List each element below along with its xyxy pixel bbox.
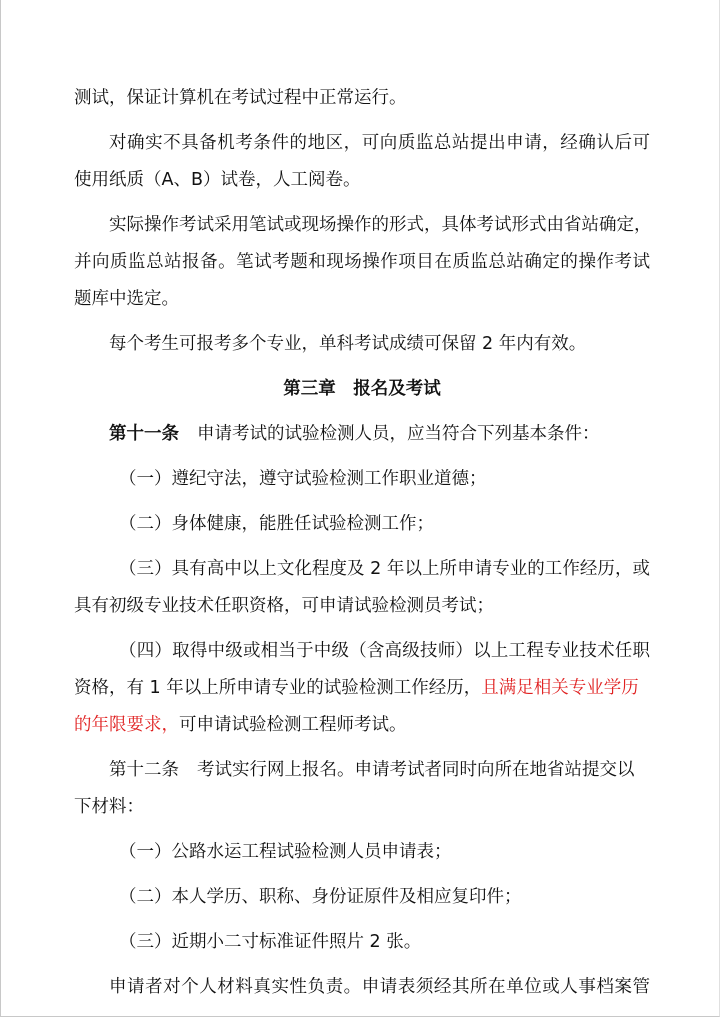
condition-item: （一）遵纪守法，遵守试验检测工作职业道德； <box>119 469 487 489</box>
paragraph-line: 使用纸质（A、B）试卷，人工阅卷。 <box>74 170 361 190</box>
material-item: （三）近期小二寸标准证件照片 2 张。 <box>119 932 422 952</box>
highlighted-text: 且满足相关专业学历 <box>481 678 639 698</box>
article-label: 第十一条 <box>109 424 179 444</box>
document-body <box>74 80 650 1006</box>
paragraph-line: 测试，保证计算机在考试过程中正常运行。 <box>74 88 407 108</box>
article-label: 第十二条 <box>109 760 179 780</box>
condition-item-cont <box>74 707 650 744</box>
material-item: （二）本人学历、职称、身份证原件及相应复印件； <box>119 887 522 907</box>
condition-item: （三）具有高中以上文化程度及 2 年以上所申请专业的工作经历，或 <box>119 559 650 579</box>
article-text: 考试实行网上报名。申请考试者同时向所在地省站提交以 <box>197 760 635 780</box>
condition-item-cont: 具有初级专业技术任职资格，可申请试验检测员考试； <box>74 596 494 616</box>
material-item: （一）公路水运工程试验检测人员申请表； <box>119 842 452 862</box>
condition-item-cont <box>74 670 650 707</box>
highlighted-text: 的年限要求， <box>74 715 179 735</box>
paragraph-line: 申请者对个人材料真实性负责。申请表须经其所在单位或人事档案管 <box>109 977 650 997</box>
chapter-title: 第三章 报名及考试 <box>283 379 441 399</box>
condition-item: （四）取得中级或相当于中级（含高级技师）以上工程专业技术任职 <box>119 641 650 661</box>
paragraph-line: 并向质监总站报备。笔试考题和现场操作项目在质监总站确定的操作考试 <box>74 252 650 272</box>
condition-item: （二）身体健康，能胜任试验检测工作； <box>119 514 434 534</box>
article-12 <box>74 752 650 789</box>
paragraph-line: 题库中选定。 <box>74 289 179 309</box>
condition-text: 可申请试验检测工程师考试。 <box>179 715 407 735</box>
paragraph-line: 每个考生可报考多个专业，单科考试成绩可保留 2 年内有效。 <box>109 334 587 354</box>
paragraph-line: 对确实不具备机考条件的地区，可向质监总站提出申请，经确认后可 <box>109 133 650 153</box>
article-text: 申请考试的试验检测人员，应当符合下列基本条件： <box>197 424 600 444</box>
paragraph-line: 实际操作考试采用笔试或现场操作的形式，具体考试形式由省站确定， <box>109 215 652 235</box>
paragraph-line: 下材料： <box>74 797 144 817</box>
condition-text: 资格，有 1 年以上所申请专业的试验检测工作经历， <box>74 678 482 698</box>
article-11 <box>74 416 650 453</box>
